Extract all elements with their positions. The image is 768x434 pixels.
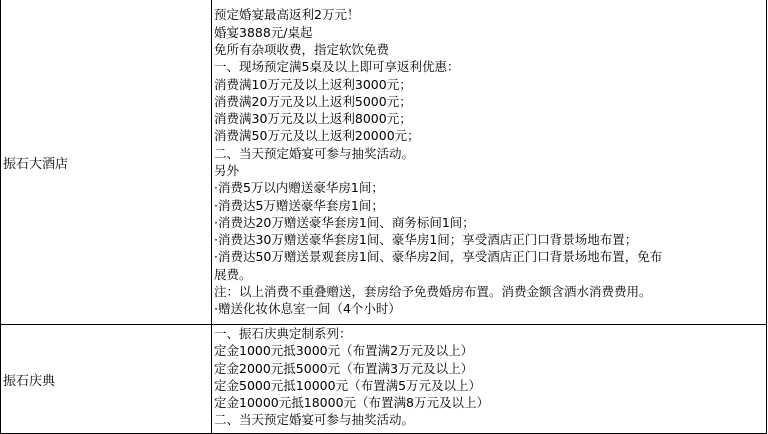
detail-line: ·消费5万以内赠送豪华房1间； xyxy=(214,180,384,196)
detail-line: 注：以上消费不重叠赠送，套房给予免费婚房布置。消费金额含酒水消费费用。 xyxy=(214,284,652,300)
table-row xyxy=(1,325,767,434)
table-row xyxy=(1,0,767,325)
venue-name: 振石大酒店 xyxy=(1,0,212,325)
detail-line: ·消费达20万赠送豪华套房1间、商务标间1间； xyxy=(214,214,475,230)
promotion-details-clip xyxy=(214,325,766,433)
detail-line: 消费满10万元及以上返利3000元； xyxy=(214,76,412,92)
detail-line: 二、当天预定婚宴可参与抽奖活动。 xyxy=(214,412,415,428)
detail-line: 预定婚宴最高返利2万元！ xyxy=(214,7,360,23)
detail-line: 定金1000元抵3000元（布置满2万元及以上） xyxy=(214,343,474,359)
detail-line: 定金2000元抵5000元（布置满3万元及以上） xyxy=(214,360,474,376)
detail-line: ·消费达5万赠送豪华套房1间； xyxy=(214,197,384,213)
detail-line: 一、现场预定满5桌及以上即可享返利优惠： xyxy=(214,59,460,75)
promotion-details xyxy=(212,325,767,434)
promotion-details xyxy=(212,0,767,325)
detail-line: ·消费达30万赠送豪华套房1间、豪华房1间；享受酒店正门口背景场地布置； xyxy=(214,232,638,248)
detail-line: 另外 xyxy=(214,163,240,178)
detail-line: 婚宴3888元/桌起 xyxy=(214,24,313,40)
venue-name: 振石庆典 xyxy=(1,325,212,434)
detail-line: 定金10000元抵18000元（布置满8万元及以上） xyxy=(214,395,489,411)
detail-line: 二、当天预定婚宴可参与抽奖活动。 xyxy=(214,145,415,161)
detail-line: ·消费达50万赠送景观套房1间、豪华房2间，享受酒店正门口背景场地布置，免布 xyxy=(214,249,663,265)
detail-line: 消费满30万元及以上返利8000元； xyxy=(214,111,412,127)
detail-line: 一、振石庆典定制系列： xyxy=(214,326,352,341)
detail-line: 消费满50万元及以上返利20000元； xyxy=(214,128,420,144)
detail-line: 免所有杂项收费，指定软饮免费 xyxy=(214,41,390,57)
detail-line: 定金5000元抵10000元（布置满5万元及以上） xyxy=(214,377,482,393)
detail-line: 消费满20万元及以上返利5000元； xyxy=(214,93,412,109)
detail-line: 展费。 xyxy=(214,266,252,282)
detail-line: ·赠送化妆休息室一间（4个小时） xyxy=(214,301,401,317)
